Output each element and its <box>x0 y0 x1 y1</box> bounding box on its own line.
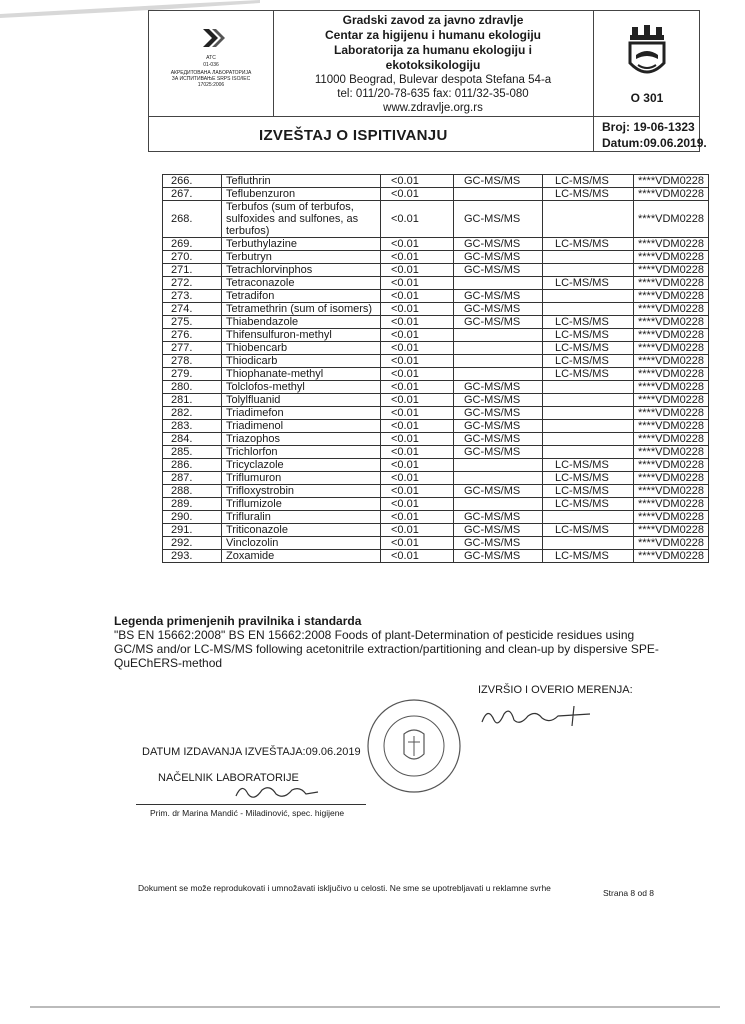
table-row <box>163 368 709 381</box>
row-number: 291. <box>163 524 222 537</box>
row-number: 284. <box>163 433 222 446</box>
row-number: 279. <box>163 368 222 381</box>
method-gc <box>454 498 543 511</box>
compound-name: Triflumuron <box>222 472 381 485</box>
row-number: 275. <box>163 316 222 329</box>
method-lc <box>543 433 634 446</box>
row-number: 268. <box>163 201 222 238</box>
row-number: 273. <box>163 290 222 303</box>
result-value: <0.01 <box>381 329 454 342</box>
method-reference: ****VDM0228 <box>634 420 709 433</box>
compound-name: Zoxamide <box>222 550 381 563</box>
row-number: 277. <box>163 342 222 355</box>
issue-date: DATUM IZDAVANJA IZVEŠTAJA:09.06.2019 <box>142 746 361 758</box>
compound-name: Tefluthrin <box>222 175 381 188</box>
legend-section <box>114 614 674 670</box>
result-value: <0.01 <box>381 511 454 524</box>
compound-name: Thifensulfuron-methyl <box>222 329 381 342</box>
compound-name: Tolylfluanid <box>222 394 381 407</box>
compound-name: Triflumizole <box>222 498 381 511</box>
method-gc <box>454 329 543 342</box>
method-reference: ****VDM0228 <box>634 394 709 407</box>
institute-phone-fax: tel: 011/20-78-635 fax: 011/32-35-080 <box>337 88 529 100</box>
row-number: 288. <box>163 485 222 498</box>
method-reference: ****VDM0228 <box>634 472 709 485</box>
result-value: <0.01 <box>381 550 454 563</box>
table-row <box>163 264 709 277</box>
report-number: Broj: 19-06-1323 <box>602 120 695 134</box>
method-gc: GC-MS/MS <box>454 420 543 433</box>
institute-name <box>273 13 593 73</box>
compound-name: Triadimefon <box>222 407 381 420</box>
result-value: <0.01 <box>381 472 454 485</box>
ats-code: 01-036 <box>203 62 219 68</box>
method-lc <box>543 537 634 550</box>
table-row <box>163 342 709 355</box>
method-reference: ****VDM0228 <box>634 251 709 264</box>
method-reference: ****VDM0228 <box>634 368 709 381</box>
method-lc: LC-MS/MS <box>543 485 634 498</box>
table-row <box>163 238 709 251</box>
result-value: <0.01 <box>381 446 454 459</box>
row-number: 293. <box>163 550 222 563</box>
ats-description: АКРЕДИТОВАНА ЛАБОРАТОРИЈА ЗА ИСПИТИВАЊЕ SRPS ISO/IEC 17025:2006 <box>170 70 252 88</box>
compound-name: Tetramethrin (sum of isomers) <box>222 303 381 316</box>
compound-name: Thiobencarb <box>222 342 381 355</box>
table-row <box>163 316 709 329</box>
method-reference: ****VDM0228 <box>634 498 709 511</box>
method-gc: GC-MS/MS <box>454 433 543 446</box>
table-row <box>163 459 709 472</box>
row-number: 280. <box>163 381 222 394</box>
method-reference: ****VDM0228 <box>634 381 709 394</box>
row-number: 281. <box>163 394 222 407</box>
row-number: 276. <box>163 329 222 342</box>
method-reference: ****VDM0228 <box>634 175 709 188</box>
method-reference: ****VDM0228 <box>634 201 709 238</box>
compound-name: Thiophanate-methyl <box>222 368 381 381</box>
row-number: 267. <box>163 188 222 201</box>
row-number: 272. <box>163 277 222 290</box>
table-row <box>163 251 709 264</box>
table-row <box>163 550 709 563</box>
row-number: 271. <box>163 264 222 277</box>
method-reference: ****VDM0228 <box>634 277 709 290</box>
institute-line: Centar za higijenu i humanu ekologiju <box>324 28 542 42</box>
method-gc: GC-MS/MS <box>454 485 543 498</box>
method-lc: LC-MS/MS <box>543 329 634 342</box>
method-reference: ****VDM0228 <box>634 459 709 472</box>
method-gc: GC-MS/MS <box>454 524 543 537</box>
result-value: <0.01 <box>381 316 454 329</box>
title-row <box>149 116 707 152</box>
method-reference: ****VDM0228 <box>634 511 709 524</box>
table-row <box>163 446 709 459</box>
result-value: <0.01 <box>381 201 454 238</box>
row-number: 292. <box>163 537 222 550</box>
method-reference: ****VDM0228 <box>634 550 709 563</box>
method-lc: LC-MS/MS <box>543 238 634 251</box>
result-value: <0.01 <box>381 368 454 381</box>
result-value: <0.01 <box>381 498 454 511</box>
table-row <box>163 420 709 433</box>
compound-name: Tetrachlorvinphos <box>222 264 381 277</box>
lab-head-signature <box>232 780 322 804</box>
method-lc: LC-MS/MS <box>543 472 634 485</box>
compound-name: Thiabendazole <box>222 316 381 329</box>
row-number: 278. <box>163 355 222 368</box>
method-reference: ****VDM0228 <box>634 303 709 316</box>
performed-by-label: IZVRŠIO I OVERIO MERENJA: <box>478 684 633 696</box>
method-reference: ****VDM0228 <box>634 316 709 329</box>
method-reference: ****VDM0228 <box>634 446 709 459</box>
result-value: <0.01 <box>381 433 454 446</box>
footer-disclaimer: Dokument se može reprodukovati i umnožavati isključivo u celosti. Ne sme se upotrebljavati u reklamne svrhe <box>138 883 551 893</box>
method-gc: GC-MS/MS <box>454 394 543 407</box>
table-row <box>163 329 709 342</box>
method-lc <box>543 290 634 303</box>
table-row <box>163 201 709 238</box>
table-row <box>163 175 709 188</box>
method-gc: GC-MS/MS <box>454 511 543 524</box>
method-reference: ****VDM0228 <box>634 264 709 277</box>
result-value: <0.01 <box>381 459 454 472</box>
result-value: <0.01 <box>381 355 454 368</box>
method-gc: GC-MS/MS <box>454 201 543 238</box>
method-lc: LC-MS/MS <box>543 188 634 201</box>
row-number: 289. <box>163 498 222 511</box>
method-reference: ****VDM0228 <box>634 290 709 303</box>
method-reference: ****VDM0228 <box>634 433 709 446</box>
result-value: <0.01 <box>381 277 454 290</box>
compound-name: Teflubenzuron <box>222 188 381 201</box>
compound-name: Trifluralin <box>222 511 381 524</box>
method-lc <box>543 511 634 524</box>
institute-line: ekotoksikologiju <box>385 58 481 72</box>
method-reference: ****VDM0228 <box>634 355 709 368</box>
method-gc: GC-MS/MS <box>454 251 543 264</box>
analyst-signature <box>478 702 598 732</box>
method-lc: LC-MS/MS <box>543 459 634 472</box>
table-row <box>163 290 709 303</box>
method-reference: ****VDM0228 <box>634 537 709 550</box>
result-value: <0.01 <box>381 537 454 550</box>
method-lc <box>543 303 634 316</box>
result-value: <0.01 <box>381 394 454 407</box>
institute-address: 11000 Beograd, Bulevar despota Stefana 54-a <box>314 74 552 86</box>
institute-website: www.zdravlje.org.rs <box>383 102 483 114</box>
result-value: <0.01 <box>381 407 454 420</box>
method-reference: ****VDM0228 <box>634 485 709 498</box>
report-date: Datum:09.06.2019. <box>602 136 707 150</box>
report-number-box <box>593 117 707 152</box>
method-lc <box>543 201 634 238</box>
method-gc: GC-MS/MS <box>454 290 543 303</box>
method-lc: LC-MS/MS <box>543 368 634 381</box>
compound-name: Tolclofos-methyl <box>222 381 381 394</box>
row-number: 269. <box>163 238 222 251</box>
method-gc <box>454 355 543 368</box>
compound-name: Tetraconazole <box>222 277 381 290</box>
code-block <box>593 11 700 116</box>
method-lc: LC-MS/MS <box>543 175 634 188</box>
compound-name: Trifloxystrobin <box>222 485 381 498</box>
method-gc <box>454 188 543 201</box>
compound-name: Trichlorfon <box>222 446 381 459</box>
method-reference: ****VDM0228 <box>634 238 709 251</box>
result-value: <0.01 <box>381 251 454 264</box>
method-lc: LC-MS/MS <box>543 277 634 290</box>
method-gc <box>454 472 543 485</box>
compound-name: Terbutryn <box>222 251 381 264</box>
result-value: <0.01 <box>381 485 454 498</box>
compound-name: Tetradifon <box>222 290 381 303</box>
city-crest-icon <box>626 25 668 83</box>
method-gc: GC-MS/MS <box>454 446 543 459</box>
method-reference: ****VDM0228 <box>634 188 709 201</box>
table-row <box>163 407 709 420</box>
row-number: 270. <box>163 251 222 264</box>
table-row <box>163 537 709 550</box>
compound-name: Tricyclazole <box>222 459 381 472</box>
table-row <box>163 511 709 524</box>
method-lc <box>543 394 634 407</box>
method-gc <box>454 277 543 290</box>
method-gc: GC-MS/MS <box>454 381 543 394</box>
table-row <box>163 355 709 368</box>
signature-line <box>136 804 366 805</box>
table-row <box>163 524 709 537</box>
method-lc <box>543 251 634 264</box>
result-value: <0.01 <box>381 238 454 251</box>
row-number: 282. <box>163 407 222 420</box>
table-row <box>163 277 709 290</box>
method-lc <box>543 446 634 459</box>
method-reference: ****VDM0228 <box>634 407 709 420</box>
method-lc: LC-MS/MS <box>543 524 634 537</box>
method-lc: LC-MS/MS <box>543 342 634 355</box>
method-lc: LC-MS/MS <box>543 355 634 368</box>
method-gc: GC-MS/MS <box>454 303 543 316</box>
method-gc: GC-MS/MS <box>454 550 543 563</box>
result-value: <0.01 <box>381 175 454 188</box>
row-number: 290. <box>163 511 222 524</box>
method-lc <box>543 420 634 433</box>
table-row <box>163 433 709 446</box>
compound-name: Triticonazole <box>222 524 381 537</box>
lab-head-name: Prim. dr Marina Mandić - Miladinović, spec. higijene <box>150 808 345 818</box>
table-row <box>163 303 709 316</box>
report-header <box>148 10 707 152</box>
compound-name: Triadimenol <box>222 420 381 433</box>
table-row <box>163 498 709 511</box>
result-value: <0.01 <box>381 290 454 303</box>
result-value: <0.01 <box>381 420 454 433</box>
method-reference: ****VDM0228 <box>634 329 709 342</box>
row-number: 287. <box>163 472 222 485</box>
ats-logo-icon <box>199 25 225 51</box>
compound-name: Thiodicarb <box>222 355 381 368</box>
row-number: 285. <box>163 446 222 459</box>
compound-name: Terbufos (sum of terbufos, sulfoxides and sulfones, as terbufos) <box>222 201 381 238</box>
row-number: 286. <box>163 459 222 472</box>
table-row <box>163 485 709 498</box>
legend-heading: Legenda primenjenih pravilnika i standarda <box>114 614 362 628</box>
official-stamp <box>364 696 464 796</box>
method-gc: GC-MS/MS <box>454 537 543 550</box>
ats-label: ATC <box>206 55 216 61</box>
row-number: 274. <box>163 303 222 316</box>
row-number: 283. <box>163 420 222 433</box>
method-gc: GC-MS/MS <box>454 407 543 420</box>
row-number: 266. <box>163 175 222 188</box>
method-gc: GC-MS/MS <box>454 316 543 329</box>
results-table-body <box>163 175 709 563</box>
lab-head-label: NAČELNIK LABORATORIJE <box>158 772 299 784</box>
legend-text: "BS EN 15662:2008" BS EN 15662:2008 Foods of plant-Determination of pesticide residues using GC/MS and/or LC-MS/MS following acetonitrile extraction/partitioning and clean-up by dispersive SPE-QuEChERS-method <box>114 628 659 670</box>
method-gc: GC-MS/MS <box>454 175 543 188</box>
method-lc: LC-MS/MS <box>543 316 634 329</box>
table-row <box>163 472 709 485</box>
result-value: <0.01 <box>381 303 454 316</box>
result-value: <0.01 <box>381 524 454 537</box>
institute-line: Laboratorija za humanu ekologiju i <box>333 43 533 57</box>
page-number: Strana 8 od 8 <box>603 888 655 898</box>
accreditation-block <box>149 11 274 116</box>
table-row <box>163 381 709 394</box>
method-gc <box>454 342 543 355</box>
compound-name: Vinclozolin <box>222 537 381 550</box>
results-table <box>162 174 709 563</box>
report-title: IZVEŠTAJ O ISPITIVANJU <box>259 127 448 144</box>
table-row <box>163 188 709 201</box>
method-reference: ****VDM0228 <box>634 342 709 355</box>
form-code: O 301 <box>630 91 664 105</box>
institute-block <box>273 11 593 116</box>
method-gc <box>454 368 543 381</box>
method-lc <box>543 381 634 394</box>
method-lc <box>543 264 634 277</box>
table-row <box>163 394 709 407</box>
result-value: <0.01 <box>381 264 454 277</box>
method-gc: GC-MS/MS <box>454 264 543 277</box>
institute-line: Gradski zavod za javno zdravlje <box>342 13 524 27</box>
method-lc: LC-MS/MS <box>543 498 634 511</box>
method-lc <box>543 407 634 420</box>
method-gc: GC-MS/MS <box>454 238 543 251</box>
method-gc <box>454 459 543 472</box>
result-value: <0.01 <box>381 381 454 394</box>
result-value: <0.01 <box>381 342 454 355</box>
method-reference: ****VDM0228 <box>634 524 709 537</box>
compound-name: Terbuthylazine <box>222 238 381 251</box>
result-value: <0.01 <box>381 188 454 201</box>
compound-name: Triazophos <box>222 433 381 446</box>
method-lc: LC-MS/MS <box>543 550 634 563</box>
page-bottom-rule <box>30 1006 720 1008</box>
